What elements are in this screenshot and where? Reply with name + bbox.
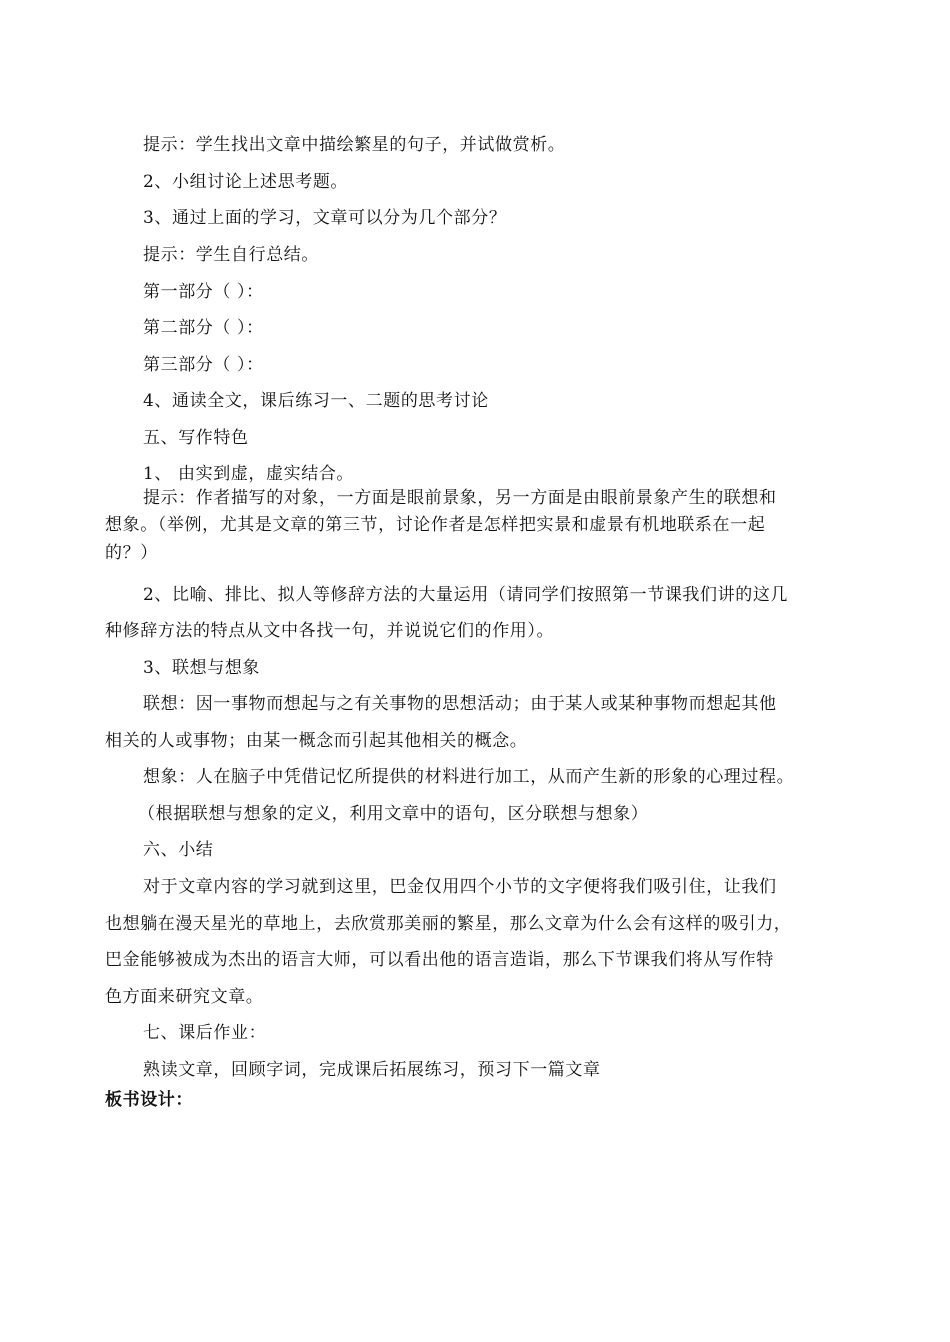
hint-paragraph-line-2: 想象。（举例，尤其是文章的第三节，讨论作者是怎样把实景和虚景有机地联系在一起 (105, 515, 766, 535)
board-design-heading: 板书设计： (105, 1090, 193, 1110)
item-group-discussion: 2、小组讨论上述思考题。 (143, 172, 349, 192)
feature-association-imagination: 3、联想与想象 (143, 658, 261, 678)
summary-line-1: 对于文章内容的学习就到这里，巴金仅用四个小节的文字便将我们吸引住，让我们 (143, 877, 777, 897)
hint-find-sentences: 提示：学生找出文章中描绘繁星的句子，并试做赏析。 (143, 135, 566, 155)
part-two-blank: 第二部分（ ）： (143, 318, 264, 338)
note-distinguish: （根据联想与想象的定义，利用文章中的语句，区分联想与想象） (138, 804, 649, 824)
summary-line-3: 巴金能够被成为杰出的语言大师，可以看出他的语言造诣，那么下节课我们将从写作特 (105, 950, 774, 970)
section-heading-summary: 六、小结 (143, 840, 214, 860)
feature-rhetoric-line-2: 种修辞方法的特点从文中各找一句，并说说它们的作用）。 (105, 621, 555, 641)
definition-association-line-1: 联想：因一事物而想起与之有关事物的思想活动；由于某人或某种事物而想起其他 (143, 694, 777, 714)
part-one-blank: 第一部分（ ）： (143, 282, 264, 302)
hint-paragraph-line-1: 提示：作者描写的对象，一方面是眼前景象，另一方面是由眼前景象产生的联想和 (143, 488, 777, 508)
hint-paragraph-line-3: 的？） (105, 543, 158, 563)
feature-real-to-virtual: 1、 由实到虚，虚实结合。 (143, 464, 355, 484)
definition-association-line-2: 相关的人或事物；由某一概念而引起其他相关的概念。 (105, 731, 528, 751)
homework-content: 熟读文章，回顾字词，完成课后拓展练习，预习下一篇文章 (143, 1060, 601, 1080)
part-three-blank: 第三部分（ ）： (143, 355, 264, 375)
hint-summarize: 提示：学生自行总结。 (143, 245, 319, 265)
section-heading-homework: 七、课后作业： (143, 1023, 267, 1043)
summary-line-4: 色方面来研究文章。 (105, 987, 264, 1007)
item-divide-parts: 3、通过上面的学习，文章可以分为几个部分？ (143, 208, 507, 228)
item-read-full-text: 4、通读全文，课后练习一、二题的思考讨论 (143, 391, 489, 411)
section-heading-writing-features: 五、写作特色 (143, 428, 249, 448)
definition-imagination: 想象：人在脑子中凭借记忆所提供的材料进行加工，从而产生新的形象的心理过程。 (143, 767, 795, 787)
feature-rhetoric-line-1: 2、比喻、排比、拟人等修辞方法的大量运用（请同学们按照第一节课我们讲的这几 (143, 585, 789, 605)
summary-line-2: 也想躺在漫天星光的草地上，去欣赏那美丽的繁星，那么文章为什么会有这样的吸引力， (105, 914, 792, 934)
